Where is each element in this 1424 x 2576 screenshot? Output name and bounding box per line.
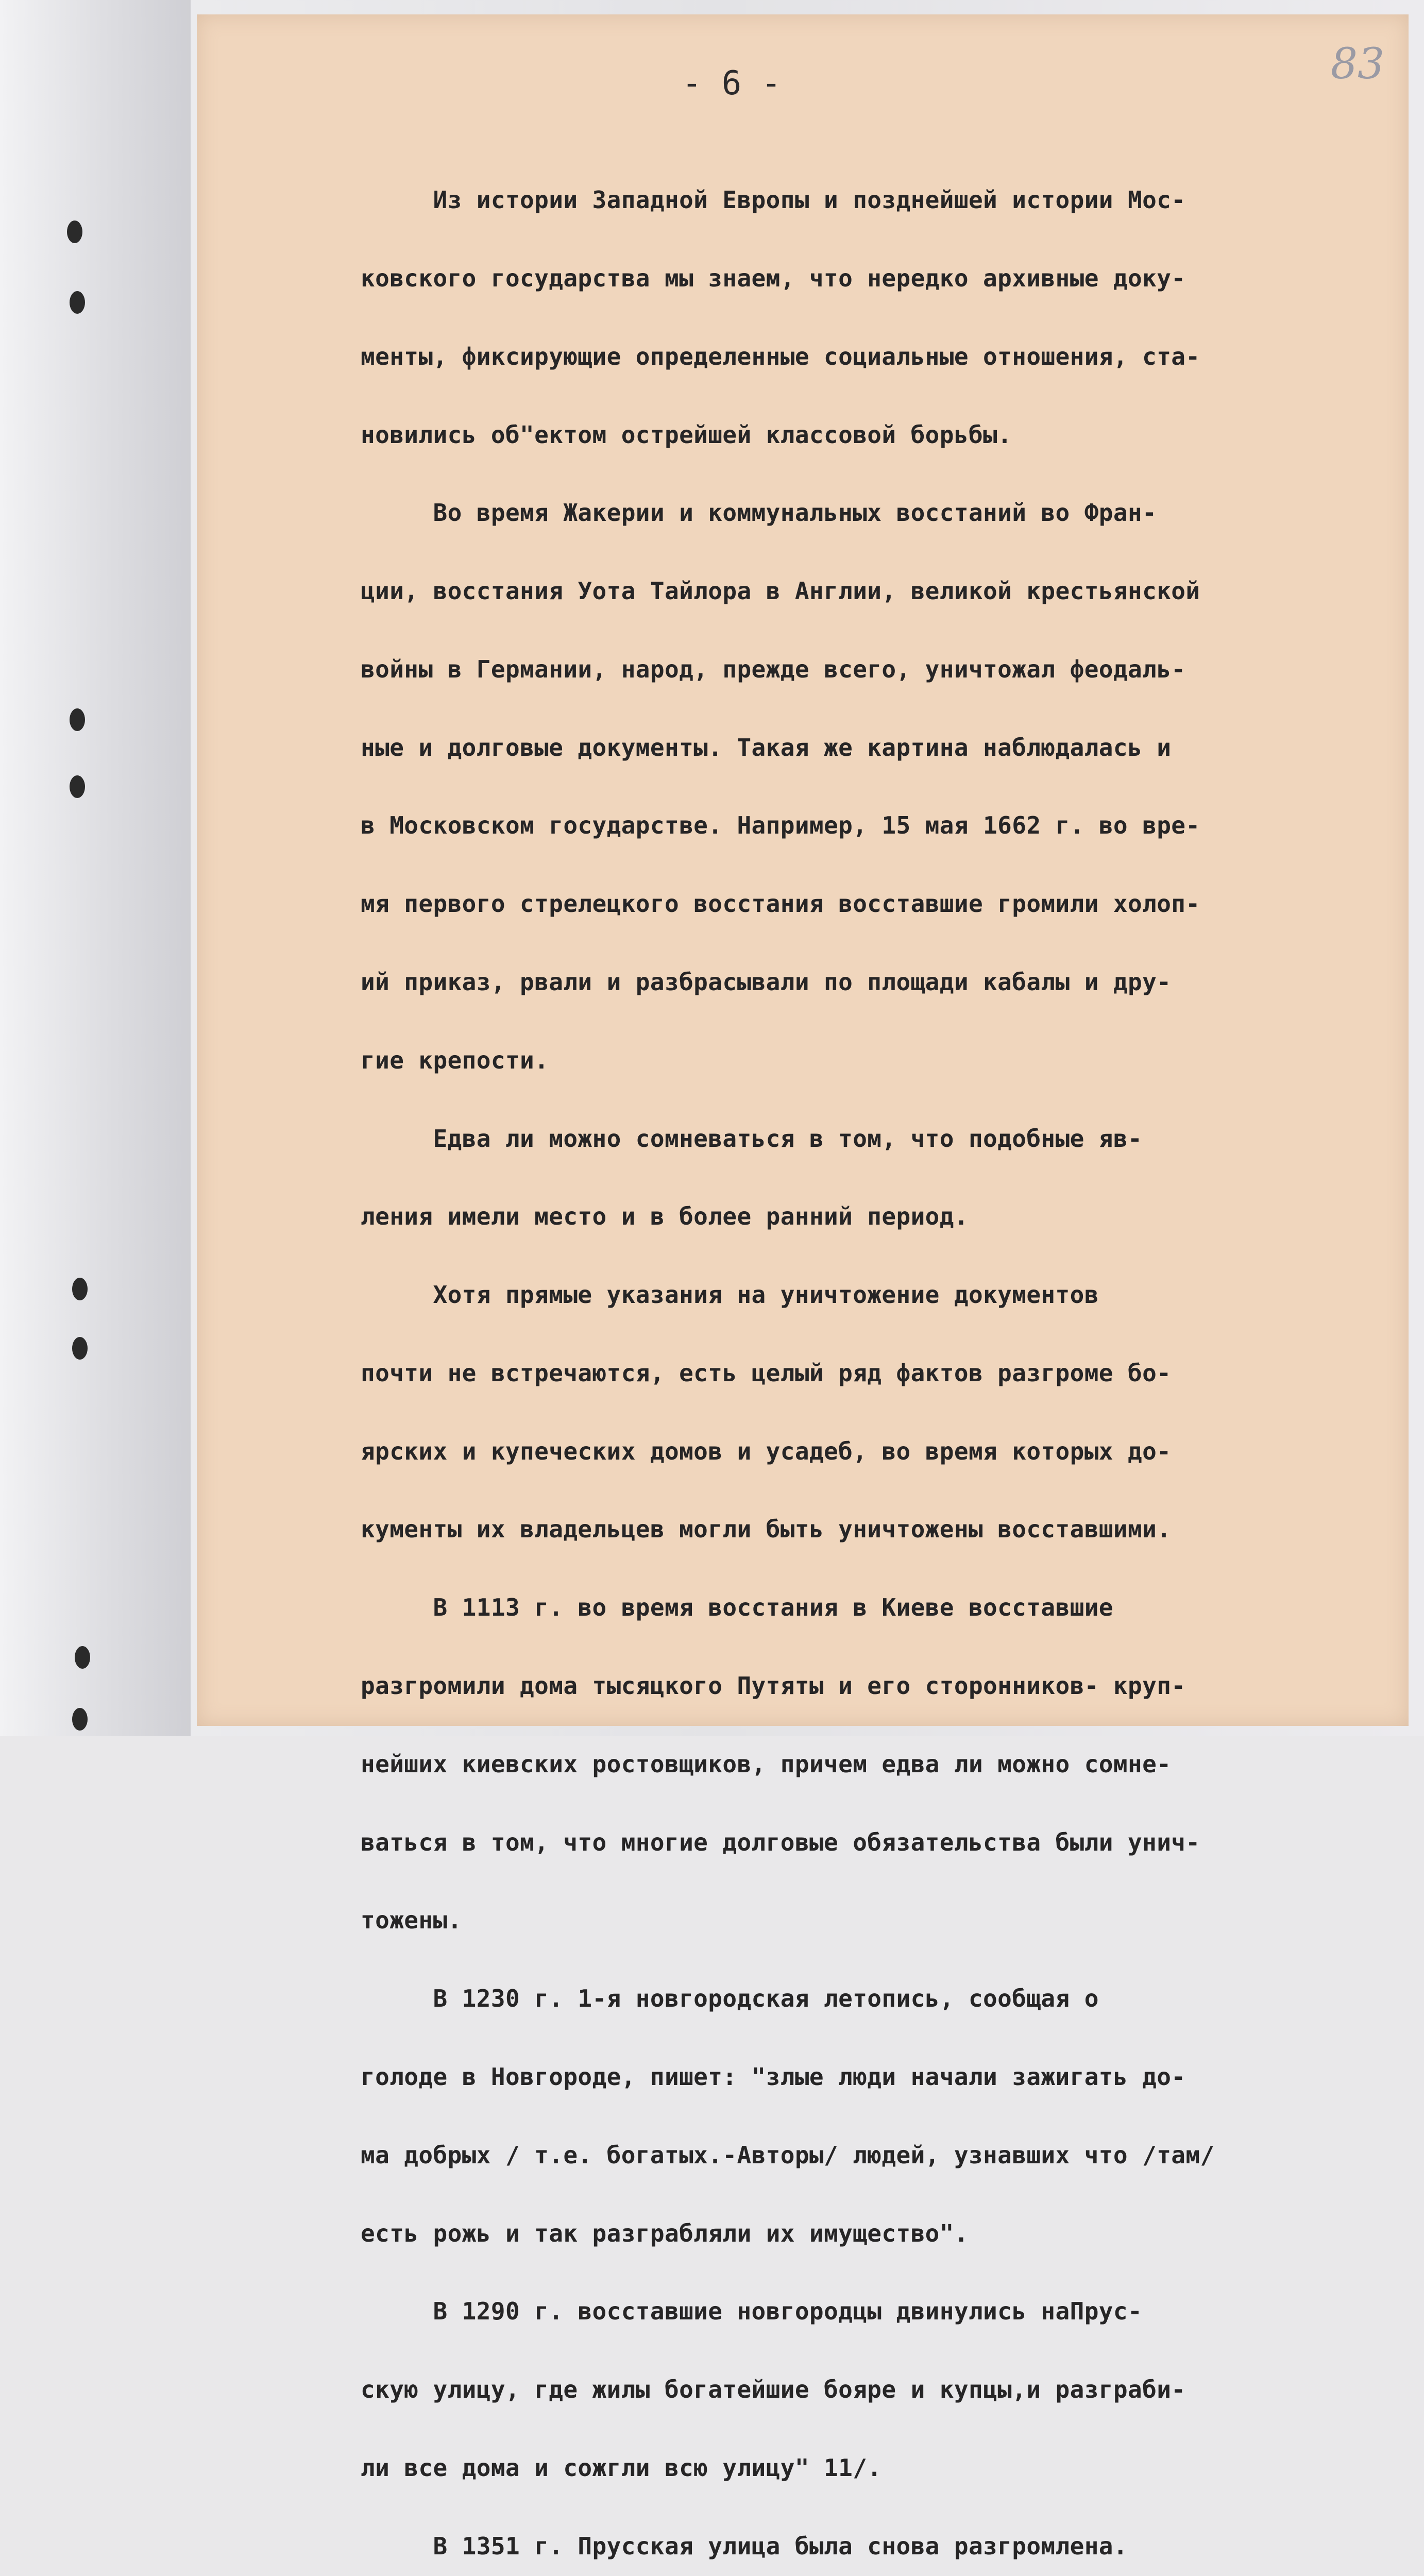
punch-hole <box>72 1337 88 1360</box>
punch-hole <box>67 221 82 243</box>
punch-hole <box>70 708 85 731</box>
text-line: В 1290 г. восставшие новгородцы двинулись наПрус- <box>361 2297 1143 2326</box>
text-line: ли все дома и сожгли всю улицу" 11/. <box>361 2453 882 2482</box>
text-line: Хотя прямые указания на уничтожение документов <box>361 1281 1099 1309</box>
text-line: В 1230 г. 1-я новгородская летопись, сообщая о <box>361 1985 1099 2013</box>
text-line: ярских и купеческих домов и усадеб, во время которых до- <box>361 1437 1172 1465</box>
text-line: ковского государства мы знаем, что нередко архивные доку- <box>361 264 1186 292</box>
archive-page-number: 83 <box>1330 40 1385 89</box>
text-line: ма добрых / т.е. богатых.-Авторы/ людей, узнавших что /там/ <box>361 2141 1215 2169</box>
page-number: - 6 - <box>682 64 782 103</box>
text-line: тожены. <box>361 1906 462 1935</box>
text-line: Едва ли можно сомневаться в том, что подобные яв- <box>361 1124 1143 1153</box>
punch-hole <box>72 1708 88 1731</box>
text-line: ваться в том, что многие долговые обязательства были унич- <box>361 1828 1200 1856</box>
text-line: ции, восстания Уота Тайлора в Англии, великой крестьянской <box>361 577 1200 605</box>
text-line: Из истории Западной Европы и позднейшей истории Мос- <box>361 186 1186 214</box>
text-line: почти не встречаются, есть целый ряд фактов разгроме бо- <box>361 1359 1172 1387</box>
text-line: войны в Германии, народ, прежде всего, уничтожал феодаль- <box>361 655 1186 683</box>
text-line: гие крепости. <box>361 1046 549 1074</box>
text-line: ления имели место и в более ранний период. <box>361 1202 969 1231</box>
text-line: В 1351 г. Прусская улица была снова разгромлена. <box>361 2532 1128 2560</box>
text-line: ий приказ, рвали и разбрасывали по площади кабалы и дру- <box>361 968 1172 996</box>
text-line: ные и долговые документы. Такая же картина наблюдалась и <box>361 733 1172 761</box>
punch-hole <box>70 775 85 798</box>
text-line: в Московском государстве. Например, 15 мая 1662 г. во вре- <box>361 811 1200 840</box>
text-line: В 1113 г. во время восстания в Киеве восставшие <box>361 1594 1113 1622</box>
punch-hole <box>75 1646 90 1669</box>
text-line: Во время Жакерии и коммунальных восстаний во Фран- <box>361 499 1157 527</box>
document-body <box>361 135 1391 2576</box>
scanner-left-margin <box>0 0 191 1736</box>
text-line: разгромили дома тысяцкого Путяты и его сторонников- круп- <box>361 1672 1186 1700</box>
text-line: менты, фиксирующие определенные социальные отношения, ста- <box>361 342 1200 370</box>
text-line: нейших киевских ростовщиков, причем едва ли можно сомне- <box>361 1750 1172 1778</box>
text-line: есть рожь и так разграбляли их имущество". <box>361 2219 969 2247</box>
text-line: мя первого стрелецкого восстания восставшие громили холоп- <box>361 890 1200 918</box>
text-line: скую улицу, где жилы богатейшие бояре и купцы,и разграби- <box>361 2376 1186 2404</box>
punch-hole <box>72 1278 88 1300</box>
text-line: кументы их владельцев могли быть уничтожены восставшими. <box>361 1515 1172 1544</box>
punch-hole <box>70 291 85 314</box>
text-line: голоде в Новгороде, пишет: "злые люди начали зажигать до- <box>361 2062 1186 2091</box>
text-line: новились об"ектом острейшей классовой борьбы. <box>361 420 1012 449</box>
